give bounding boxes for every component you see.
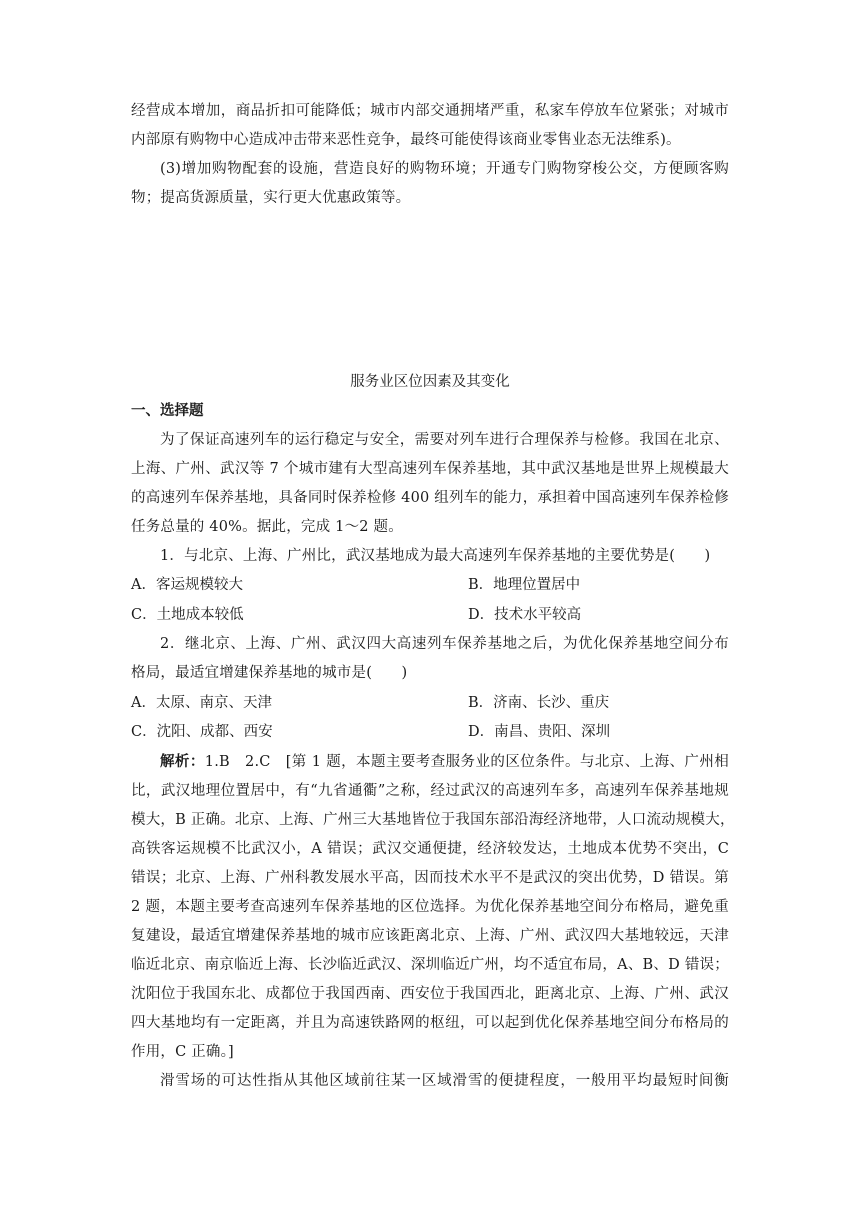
passage-1 <box>131 426 729 571</box>
question-2-stem: 2．继北京、上海、广州、武汉四大高速列车保养基地之后，为优化保养基地空间分布 <box>160 636 729 652</box>
text-line: 滑雪场的可达性指从其他区域前往某一区域滑雪的便捷程度，一般用平均最短时间衡 <box>160 1073 729 1089</box>
text-line: 临近北京、南京临近上海、长沙临近武汉、深圳临近广州，均不适宜布局，A、B、D 错误； <box>131 957 729 973</box>
question-1-stem: 1．与北京、上海、广州比，武汉基地成为最大高速列车保养基地的主要优势是( ) <box>160 548 711 564</box>
text-line: 物；提高货源质量，实行更大优惠政策等。 <box>131 190 411 206</box>
text-line: 任务总量的 40%。据此，完成 1～2 题。 <box>131 519 403 535</box>
question-2 <box>131 630 729 688</box>
text-line: 经营成本增加，商品折扣可能降低；城市内部交通拥堵严重，私家车停放车位紧张；对城市 <box>131 103 729 119</box>
text-line: 内部原有购物中心造成冲击带来恶性竞争，最终可能使得该商业零售业态无法维系)。 <box>131 132 681 148</box>
text-line: 为了保证高速列车的运行稳定与安全，需要对列车进行合理保养与检修。我国在北京、 <box>160 432 729 448</box>
text-line: (3)增加购物配套的设施，营造良好的购物环境；开通专门购物穿梭公交，方便顾客购 <box>160 161 729 177</box>
question-1-options-row-2 <box>131 601 729 630</box>
option-a: A．太原、南京、天津 <box>131 695 272 711</box>
option-d: D．南昌、贵阳、深圳 <box>468 724 611 740</box>
text-line: 复建设，最适宜增建保养基地的城市应该距离北京、上海、广州、武汉四大基地较远，天津 <box>131 928 729 944</box>
analysis-block <box>131 748 735 1096</box>
option-a: A．客运规模较大 <box>131 577 243 593</box>
text-line: 上海、广州、武汉等 7 个城市建有大型高速列车保养基地，其中武汉基地是世界上规模最大 <box>131 461 729 477</box>
analysis-label: 解析： <box>160 754 205 770</box>
text-line: 的高速列车保养基地，具备同时保养检修 400 组列车的能力，承担着中国高速列车保养检修 <box>131 490 729 506</box>
text-line: 错误；北京、上海、广州科教发展水平高，因而技术水平不是武汉的突出优势，D 错误。第 <box>131 870 729 886</box>
question-2-options-row-2 <box>131 718 729 747</box>
text-line: 高铁客运规模不比武汉小，A 错误；武汉交通便捷，经济较发达，土地成本优势不突出，C <box>131 841 729 857</box>
text-line: 比，武汉地理位置居中，有“九省通衢”之称，经过武汉的高速列车多，高速列车保养基地规 <box>131 783 729 799</box>
option-c: C．土地成本较低 <box>131 607 244 623</box>
option-d: D．技术水平较高 <box>468 607 582 623</box>
text-line: 模大，B 正确。北京、上海、广州三大基地皆位于我国东部沿海经济地带，人口流动规模大， <box>131 812 735 828</box>
text-line: 2 题，本题主要考查高速列车保养基地的区位选择。为优化保养基地空间分布格局，避免重 <box>131 899 729 915</box>
analysis-text: 1.B 2.C [第 1 题，本题主要考查服务业的区位条件。与北京、上海、广州相 <box>204 754 729 770</box>
question-2-stem: 格局，最适宜增建保养基地的城市是( ) <box>131 665 408 681</box>
section-heading: 一、选择题 <box>131 403 204 419</box>
text-line: 作用，C 正确。] <box>131 1044 234 1060</box>
option-b: B．济南、长沙、重庆 <box>468 695 610 711</box>
question-2-options-row-1 <box>131 689 729 718</box>
option-c: C．沈阳、成都、西安 <box>131 724 273 740</box>
question-1-options-row-1 <box>131 571 729 600</box>
text-line: 沈阳位于我国东北、成都位于我国西南、西安位于我国西北，距离北京、上海、广州、武汉 <box>131 986 729 1002</box>
text-line <box>131 748 729 777</box>
option-b: B．地理位置居中 <box>468 577 581 593</box>
page-title: 服务业区位因素及其变化 <box>350 374 510 390</box>
text-line: 四大基地均有一定距离，并且为高速铁路网的枢纽，可以起到优化保养基地空间分布格局的 <box>131 1015 729 1031</box>
previous-answer-block <box>131 97 729 213</box>
